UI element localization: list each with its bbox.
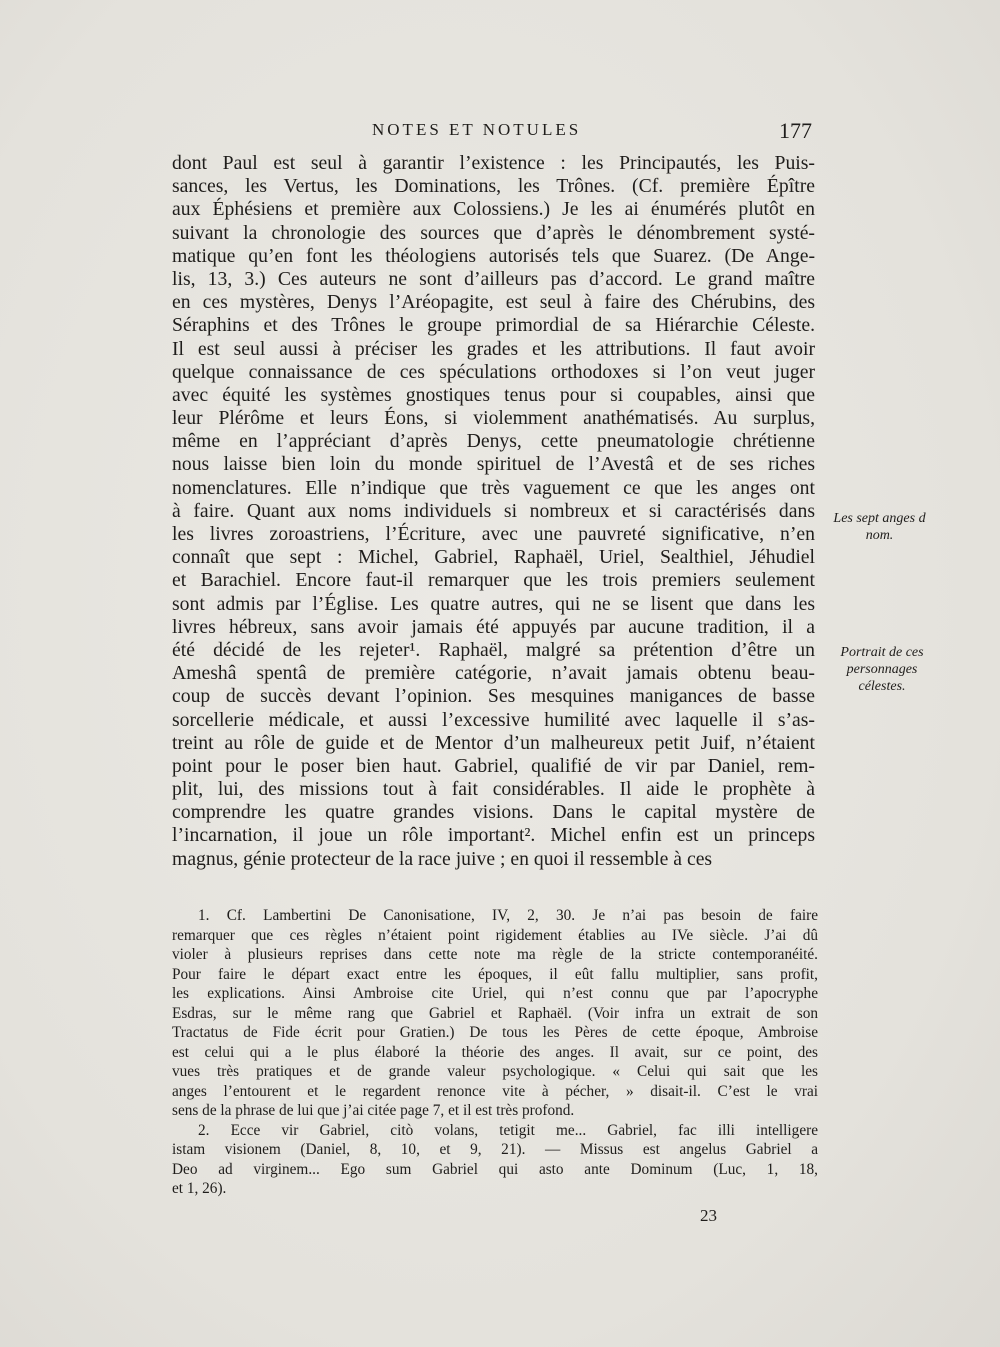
text-line: lis, 13, 3.) Ces auteurs ne sont d’ailleurs pas d’accord. Le grand maître [172,267,815,290]
text-line: connaît que sept : Michel, Gabriel, Raphaël, Uriel, Sealthiel, Jéhudiel [172,546,815,569]
page-number: 177 [779,118,812,143]
footnote-line: istam visionem (Daniel, 8, 10, et 9, 21). — Missus est angelus Gabriel a [172,1141,818,1158]
signature-mark: 23 [700,1206,717,1225]
footnote-line: 1. Cf. Lambertini De Canonisatione, IV, 2, 30. Je n’ai pas besoin de faire [198,907,818,924]
text-line: à faire. Quant aux noms individuels si nombreux et si caractérisés dans [172,499,815,522]
text-line: quelque connaissance de ces spéculations orthodoxes si l’on veut juger [172,360,815,383]
text-line: sorcellerie médicale, et aussi l’excessive humilité avec laquelle il s’as- [172,708,815,731]
page-header [172,118,812,148]
text-line: leur Plérôme et leurs Éons, si violemment anathématisés. Au surplus, [172,407,815,430]
text-line: Il est seul aussi à préciser les grades et les attributions. Il faut avoir [172,337,815,360]
text-line: Séraphins et des Trônes le groupe primordial de sa Hiérarchie Céleste. [172,314,815,337]
text-line: matique qu’en font les théologiens autorisés tels que Suarez. (De Ange- [172,244,815,267]
footnote-line: et 1, 26). [172,1180,227,1197]
text-line: en ces mystères, Denys l’Aréopagite, est seul à faire des Chérubins, des [172,291,815,314]
text-line: livres hébreux, sans avoir jamais été appuyés par aucune tradition, il a [172,615,815,638]
main-text [172,152,815,892]
text-line: l’incarnation, il joue un rôle important². Michel enfin est un princeps [172,824,815,847]
text-line: avec équité les systèmes gnostiques tenus pour si coupables, ainsi que [172,383,815,406]
footnote-line: est celui qui a le plus élaboré la théorie des anges. Il avait, sur ce point, des [172,1043,818,1061]
text-line: même en l’appréciant d’après Denys, cette pneumatologie chrétienne [172,430,815,453]
text-line: magnus, génie protecteur de la race juive ; en quoi il ressemble à ces [172,847,713,870]
footnote-line: sens de la phrase de lui que j’ai citée page 7, et il est très profond. [172,1102,575,1119]
footnote-line: 2. Ecce vir Gabriel, citò volans, tetigit me... Gabriel, fac illi intelligere [198,1121,818,1139]
text-line: dont Paul est seul à garantir l’existence : les Principautés, les Puis- [172,152,815,174]
text-line: les livres zoroastriens, l’Écriture, avec une pauvreté significative, n’en [172,523,815,545]
text-line: sances, les Vertus, les Dominations, les Trônes. (Cf. première Épître [172,175,815,198]
text-line: treint au rôle de guide et de Mentor d’un malheureux petit Juif, n’étaient [172,731,815,754]
text-line: suivant la chronologie des sources que d’après le dénombrement systé- [172,221,815,244]
footnote-line: Tractatus de Fide écrit pour Gratien.) De tous les Pères de cette époque, Ambroise [172,1024,818,1041]
margin-note: Les sept anges d nom. [833,511,926,543]
footnote-line: Pour faire le départ exact entre les époques, il eût fallu multiplier, sans profit, [172,965,818,983]
footnote-line: Esdras, sur le même rang que Gabriel et Raphaël. (Voir infra un extrait de son [172,1004,818,1022]
footnote-line: Deo ad virginem... Ego sum Gabriel qui asto ante Dominum (Luc, 1, 18, [172,1160,818,1178]
text-line: aux Éphésiens et première aux Colossiens.) Je les ai énumérés plutôt en [172,198,815,221]
running-head: NOTES ET NOTULES [372,120,582,139]
text-line: point pour le poser bien haut. Gabriel, qualifié de vir par Daniel, rem- [172,754,815,777]
footnote-line: anges l’entourent et le regardent renonce vite à pécher, » disait-il. C’est le vrai [172,1082,818,1100]
text-line: plit, lui, des missions tout à fait considérables. Il aide le prophète à [172,778,815,801]
text-line: Ameshâ spentâ de première catégorie, n’avait jamais obtenu beau- [172,662,815,685]
margin-note: Portrait de ces personnages célestes. [840,645,924,694]
footnotes [172,906,818,1199]
footnote-line: remarquer que ces règles n’étaient point rigidement établies au IVe siècle. J’ai dû [172,926,818,944]
text-line: nous laisse bien loin du monde spirituel de l’Avestâ et de ses riches [172,453,815,476]
text-line: comprendre les quatre grandes visions. Dans le capital mystère de [172,801,815,824]
footnote-line: violer à plusieurs reprises dans cette note ma règle de la stricte contemporanéité. [172,946,818,963]
text-line: sont admis par l’Église. Les quatre autres, qui ne se lisent que dans les [172,592,815,615]
footnote-line: les explications. Ainsi Ambroise cite Uriel, qui n’est connu que par l’apocryphe [172,985,818,1002]
text-line: coup de succès devant l’opinion. Ses mesquines manigances de basse [172,685,815,708]
text-line: nomenclatures. Elle n’indique que très vaguement ce que les anges ont [172,476,815,499]
text-line: et Barachiel. Encore faut-il remarquer que les trois premiers seulement [172,569,815,592]
footnote-line: vues très pratiques et de grande valeur psychologique. « Celui qui sait que les [172,1063,818,1080]
text-line: été décidé de les rejeter¹. Raphaël, malgré sa prétention d’être un [172,638,815,661]
